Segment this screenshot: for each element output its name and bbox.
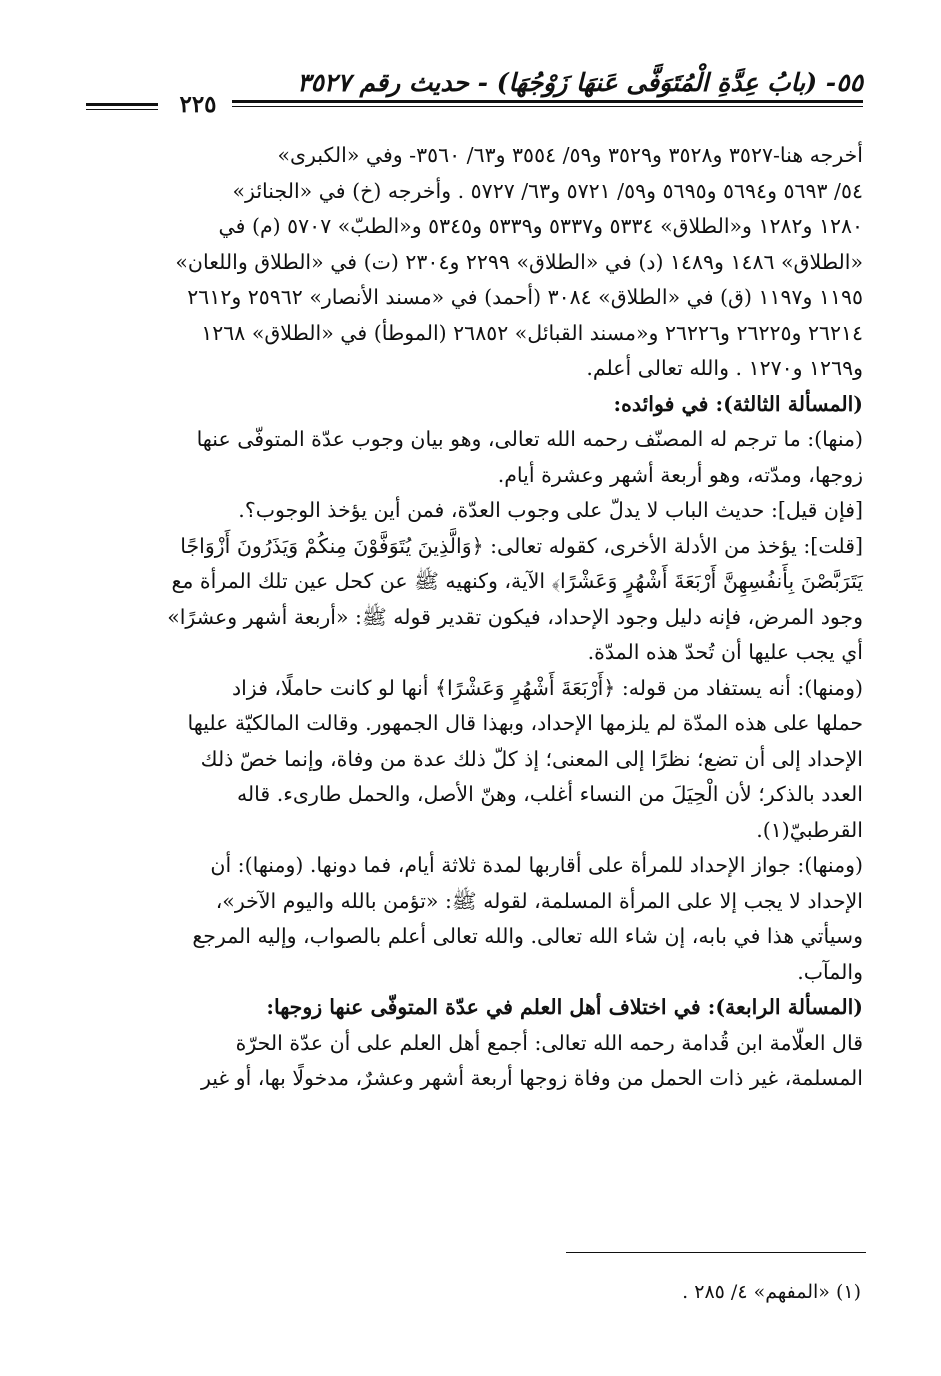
text-line: حملها على هذه المدّة لم يلزمها الإحداد، وبهذا قال الجمهور. وقالت المالكيّة عليها <box>187 711 863 735</box>
section-heading: (المسألة الرابعة): في اختلاف أهل العلم في عدّة المتوفّى عنها زوجها: <box>266 995 863 1019</box>
section-heading: (المسألة الثالثة): في فوائده: <box>613 391 863 416</box>
text-line: العدد بالذكر؛ لأن الْحِيَلَ من النساء أغلب، وهنّ الأصل، والحمل طارىء. قاله <box>236 782 863 806</box>
text-line: ٢٦٢١٤ و٢٦٢٢٥ و٢٦٢٢٦ و«مسند القبائل» ٢٦٨٥٢ (الموطأ) في «الطلاق» ١٢٦٨ <box>201 320 863 345</box>
text-line: زوجها، ومدّته، وهو أربعة أشهر وعشرة أيام. <box>497 462 863 487</box>
text-line: أي يجب عليها أن تُحدّ هذه المدّة. <box>587 640 863 664</box>
body-text <box>80 138 863 1097</box>
text-line: وسيأتي هذا في بابه، إن شاء الله تعالى. والله تعالى أعلم بالصواب، وإليه المرجع <box>192 924 863 948</box>
text-line: [قلت]: يؤخذ من الأدلة الأخرى، كقوله تعالى: ﴿وَالَّذِينَ يُتَوَفَّوْنَ مِنكُمْ وَيَذَرُونَ أَزْوَاجًا <box>180 533 863 558</box>
text-line: أخرجه هنا-٣٥٢٧ و٣٥٢٨ و٣٥٢٩ و٥٩/ ٣٥٥٤ و٦٣/ ٣٥٦٠- وفي «الكبرى» <box>277 143 863 167</box>
text-line: الإحداد لا يجب إلا على المرأة المسلمة، لقوله ﷺ: «تؤمن بالله واليوم الآخر»، <box>215 888 863 913</box>
text-line: يَتَرَبَّصْنَ بِأَنفُسِهِنَّ أَرْبَعَةَ أَشْهُرٍ وَعَشْرًا﴾ الآية، وكنهيه ﷺ عن كحل عين تلك المرأة مع <box>171 569 863 593</box>
running-title: ٥٥- (بابُ عِدَّةِ الْمُتَوَفَّى عَنهَا زَوْجُهَا) - حديث رقم ٣٥٢٧ <box>297 68 863 97</box>
text-line: ١١٩٥ و١١٩٧ (ق) في «الطلاق» ٣٠٨٤ (أحمد) في «مسند الأنصار» ٢٥٩٦٢ و٢٦١٢ <box>187 285 863 309</box>
footnote-rule <box>566 1252 866 1253</box>
text-line: (ومنها): جواز الإحداد للمرأة على أقاربها لمدة ثلاثة أيام، فما دونها. (ومنها): أن <box>210 853 863 877</box>
text-line: والمآب. <box>797 959 863 984</box>
text-line: (منها): ما ترجم له المصنّف رحمه الله تعالى، وهو بيان وجوب عدّة المتوفّى عنها <box>196 427 863 451</box>
text-line: قال العلّامة ابن قُدامة رحمه الله تعالى: أجمع أهل العلم على أن عدّة الحرّة <box>235 1030 863 1055</box>
text-line: ٥٤/ ٥٦٩٣ و٥٦٩٤ و٥٦٩٥ و٥٩/ ٥٧٢١ و٦٣/ ٥٧٢٧ . وأخرجه (خ) في «الجنائز» <box>232 178 863 203</box>
text-line: ١٢٨٠ و١٢٨٢ و«الطلاق» ٥٣٣٤ و٥٣٣٧ و٥٣٣٩ و٥٣٤٥ و«الطبّ» ٥٧٠٧ (م) في <box>218 214 863 238</box>
text-line: المسلمة، غير ذات الحمل من وفاة زوجها أربعة أشهر وعشرٌ، مدخولًا بها، أو غير <box>200 1066 863 1090</box>
header-rule-long <box>232 100 863 107</box>
footnote: (١) «المفهم» ٤/ ٢٨٥ . <box>682 1281 861 1303</box>
header-rule-short <box>86 103 158 110</box>
text-line: وجود المرض، فإنه دليل وجود الإحداد، فيكون تقدير قوله ﷺ: «أربعة أشهر وعشرًا» <box>167 604 863 629</box>
text-line: الإحداد إلى أن تضع؛ نظرًا إلى المعنى؛ إذ كلّ ذلك عدة من وفاة، وإنما خصّ ذلك <box>200 746 863 771</box>
page-number: ٢٢٥ <box>179 91 217 118</box>
text-line: [فإن قيل]: حديث الباب لا يدلّ على وجوب العدّة، فمن أين يؤخذ الوجوب؟. <box>238 498 863 522</box>
text-line: القرطبيّ(١). <box>756 817 863 842</box>
header-rule <box>86 91 863 121</box>
text-line: (ومنها): أنه يستفاد من قوله: ﴿أَرْبَعَةَ أَشْهُرٍ وَعَشْرًا﴾ أنها لو كانت حاملًا، فزاد <box>231 675 863 700</box>
text-line: و١٢٦٩ و١٢٧٠ . والله تعالى أعلم. <box>586 356 863 380</box>
text-line: «الطلاق» ١٤٨٦ و١٤٨٩ (د) في «الطلاق» ٢٢٩٩ و٢٣٠٤ (ت) في «الطلاق واللعان» <box>175 249 863 274</box>
